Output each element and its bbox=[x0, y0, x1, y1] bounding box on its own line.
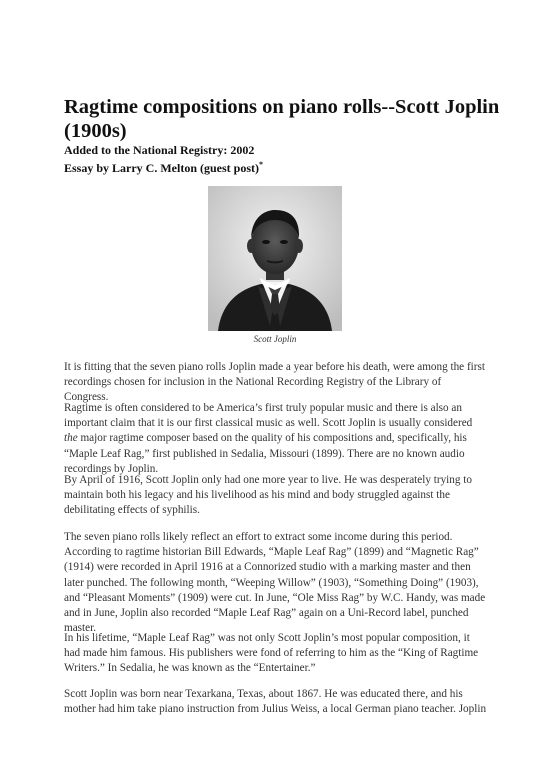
essay-byline bbox=[64, 158, 504, 175]
essay-byline-text: Essay by Larry C. Melton (guest post) bbox=[64, 161, 259, 175]
paragraph-2 bbox=[64, 401, 488, 477]
paragraph-6: Scott Joplin was born near Texarkana, Texas, about 1867. He was educated there, and his mother had him take piano instruction from Julius Weiss, a local German piano teacher. Joplin bbox=[64, 688, 487, 716]
essay-footnote-mark: * bbox=[259, 160, 263, 169]
scott-joplin-portrait bbox=[208, 186, 342, 331]
paragraph-3: By April of 1916, Scott Joplin only had one more year to live. He was desperately trying to maintain both his legacy and his livelihood as his mind and body struggled against the debilitating effects of syphilis. bbox=[64, 474, 472, 517]
photo-caption: Scott Joplin bbox=[253, 334, 297, 344]
paragraph-1: It is fitting that the seven piano rolls Joplin made a year before his death, were among the first recordings chosen for inclusion in the National Recording Registry of the Library of Congress. bbox=[64, 361, 485, 404]
paragraph-2-emphasis: the bbox=[64, 432, 78, 445]
paragraph-5: In his lifetime, “Maple Leaf Rag” was not only Scott Joplin’s most popular composition, it had made him famous. His publishers were fond of referring to him as the “King of Ragtime Writers.” In Sedalia, he was known as the “Entertainer.” bbox=[64, 632, 479, 675]
document-title: Ragtime compositions on piano rolls--Scott Joplin (1900s) bbox=[64, 96, 500, 142]
paragraph-2-part-1: Ragtime is often considered to be America’s first truly popular music and there is also an important claim that it is our first classical music as well. Scott Joplin is usually considered bbox=[64, 402, 473, 430]
paragraph-4: The seven piano rolls likely reflect an effort to extract some income during this period. According to ragtime historian Bill Edwards, “Maple Leaf Rag” (1899) and “Magnetic Rag” (1914) were recorded in April 1916 at a Connorized studio with a marking master and then later punched. The following month, “Weeping Willow” (1903), “Something Doing” (1903), and “Pleasant Moments” (1909) were cut. In June, “Ole Miss Rag” by W.C. Handy, was made and in June, Joplin also recorded “Maple Leaf Rag” again on a Uni-Record label, punched master. bbox=[64, 531, 486, 635]
paragraph-2-part-2: major ragtime composer based on the quality of his compositions and, specifically, his “Maple Leaf Rag,” first published in Sedalia, Missouri (1899). There are no known audio recordings by Joplin. bbox=[64, 432, 467, 475]
registry-line: Added to the National Registry: 2002 bbox=[64, 143, 255, 157]
